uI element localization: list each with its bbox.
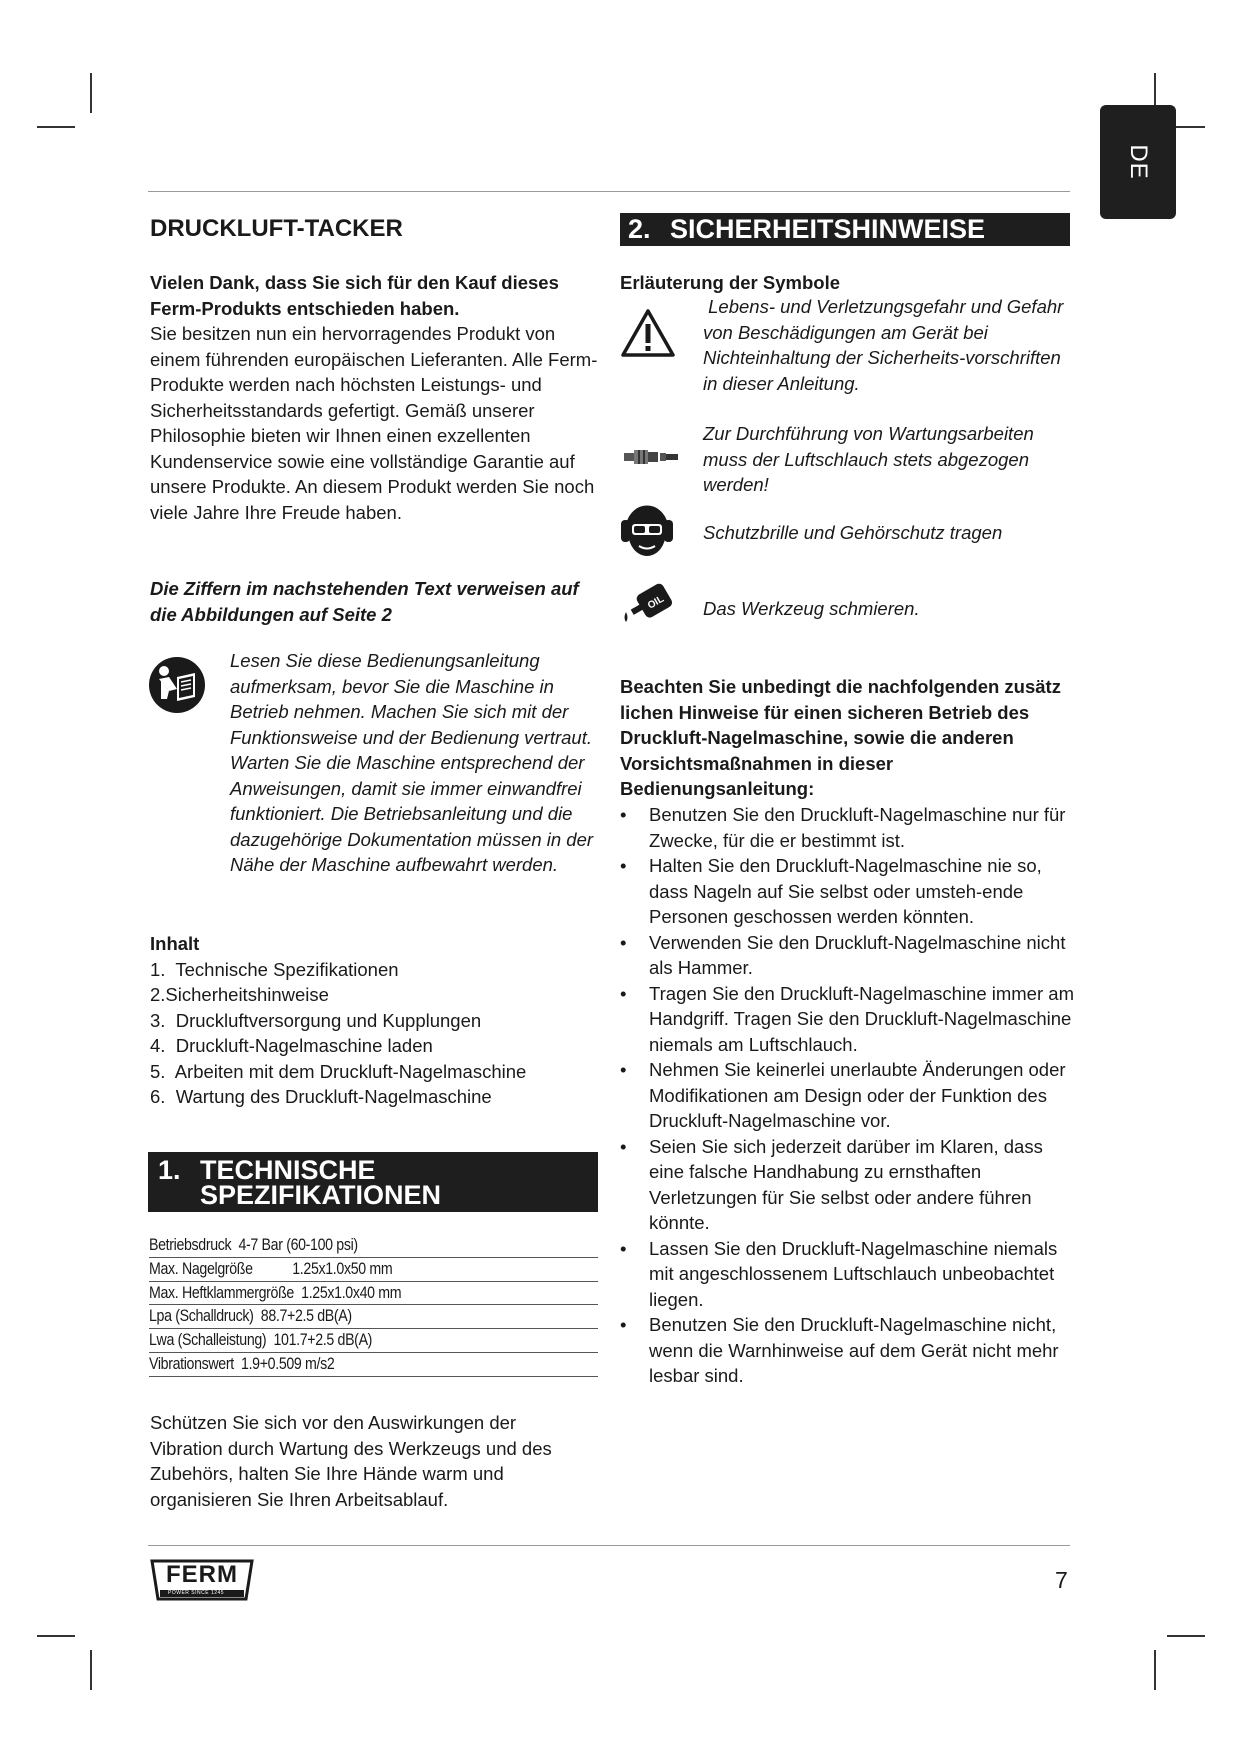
symbols-heading: Erläuterung der Symbole <box>620 272 840 293</box>
spec-row: Max. Heftklammergröße 1.25x1.0x40 mm <box>149 1282 598 1306</box>
intro-thanks: Vielen Dank, dass Sie sich für den Kauf dieses Ferm-Produkts entschieden haben. <box>150 272 559 319</box>
safety-bullet: • Tragen Sie den Druckluft-Nagelmaschine immer am Handgriff. Tragen Sie den Druckluft-Nagelmaschine niemals am Luftschlauch. <box>620 981 1075 1058</box>
safety-bullet: • Benutzen Sie den Druckluft-Nagelmaschine nicht, wenn die Warnhinweise auf dem Gerät nicht mehr lesbar sind. <box>620 1312 1075 1389</box>
symbol-text: Schutzbrille und Gehörschutz tragen <box>703 522 1003 543</box>
read-manual-icon <box>147 655 207 715</box>
manual-note: Lesen Sie diese Bedienungsanleitung aufmerksam, bevor Sie die Maschine in Betrieb nehmen. Machen Sie sich mit der Funktionsweise und der Bedienung vertraut. Warten Sie die Maschine entsprechend der Anweisungen, damit sie immer einwandfrei funktioniert. Die Betriebsanleitung und die dazugehörige Dokumentation müssen in der Nähe der Maschine aufbewahrt werden. <box>230 650 594 875</box>
spec-row: Vibrationswert 1.9+0.509 m/s2 <box>149 1353 598 1377</box>
section-1-title: TECHNISCHE SPEZIFIKATIONEN <box>200 1155 442 1210</box>
safety-bullet: • Seien Sie sich jederzeit darüber im Klaren, dass eine falsche Handhabung zu ernsthaften Verletzungen für Sie selbst oder andere führen könnte. <box>620 1134 1075 1236</box>
contents-item: 6. Wartung des Druckluft-Nagelmaschine <box>150 1086 492 1107</box>
safety-bullet: • Verwenden Sie den Druckluft-Nagelmaschine nicht als Hammer. <box>620 930 1075 981</box>
bottom-rule <box>148 1545 1070 1546</box>
safety-bullet: • Halten Sie den Druckluft-Nagelmaschine nie so, dass Nageln auf Sie selbst oder umsteh-ende Personen geschossen werden könnten. <box>620 853 1075 930</box>
oil-can-icon <box>620 580 678 631</box>
crop-mark <box>90 73 92 113</box>
section-1-number: 1. <box>158 1155 181 1185</box>
crop-mark <box>1167 1635 1205 1637</box>
symbol-text: Zur Durchführung von Wartungsarbeiten muss der Luftschlauch stets abgezogen werden! <box>703 423 1034 495</box>
crop-mark <box>1154 1650 1156 1690</box>
crop-mark <box>37 1635 75 1637</box>
page-number: 7 <box>1055 1567 1068 1593</box>
symbol-text: Lebens- und Verletzungsgefahr und Gefahr von Beschädigungen am Gerät bei Nichteinhaltung der Sicherheits-vorschriften in dieser Anleitung. <box>703 296 1069 394</box>
svg-text:OIL: OIL <box>645 593 666 612</box>
safety-intro: Beachten Sie unbedingt die nachfolgenden zusätz lichen Hinweise für einen sicheren Betrieb des Druckluft-Nagelmaschine, sowie die anderen Vorsichtsmaßnahmen in dieser Bedienungsanleitung: <box>620 676 1061 799</box>
section-2-header <box>620 213 1070 246</box>
language-tab <box>1100 105 1176 219</box>
document-title: DRUCKLUFT-TACKER <box>150 215 403 242</box>
logo-tagline: POWER SINCE 1245 <box>168 1590 225 1596</box>
spec-table <box>149 1234 598 1377</box>
contents-item: 4. Druckluft-Nagelmaschine laden <box>150 1035 433 1056</box>
safety-bullet: • Nehmen Sie keinerlei unerlaubte Änderungen oder Modifikationen am Design oder der Funktion des Druckluft-Nagelmaschine vor. <box>620 1057 1075 1134</box>
section-2-title: SICHERHEITSHINWEISE <box>670 214 986 244</box>
section-2-number: 2. <box>628 214 651 244</box>
figure-note: Die Ziffern im nachstehenden Text verweisen auf die Abbildungen auf Seite 2 <box>150 578 579 625</box>
language-tab-label: DE <box>1125 144 1152 180</box>
spec-row: Betriebsdruck 4-7 Bar (60-100 psi) <box>149 1234 598 1258</box>
safety-bullet: • Lassen Sie den Druckluft-Nagelmaschine niemals mit angeschlossenem Luftschlauch unbeobachtet liegen. <box>620 1236 1075 1313</box>
logo-brand: FERM <box>166 1561 238 1588</box>
safety-list <box>620 802 1075 1389</box>
contents-item: 2.Sicherheitshinweise <box>150 984 329 1005</box>
contents-item: 5. Arbeiten mit dem Druckluft-Nagelmaschine <box>150 1060 527 1082</box>
crop-mark <box>37 126 75 128</box>
spec-row: Max. Nagelgröße 1.25x1.0x50 mm <box>149 1258 598 1282</box>
ferm-logo <box>148 1557 256 1603</box>
contents-item: 3. Druckluftversorgung und Kupplungen <box>150 1009 482 1031</box>
intro-body: Sie besitzen nun ein hervorragendes Produkt von einem führenden europäischen Lieferanten. Alle Ferm-Produkte werden nach höchsten Leistungs- und Sicherheitsstandards gefertigt. Gemäß unserer Philosophie bieten wir Ihnen einen exzellenten Kundenservice sowie eine vollständige Garantie auf unsere Produkte. An diesem Produkt werden Sie noch viele Jahre Ihre Freude haben. <box>150 323 598 523</box>
crop-mark <box>90 1650 92 1690</box>
spec-row: Lwa (Schalleistung) 101.7+2.5 dB(A) <box>149 1329 598 1353</box>
table-of-contents <box>150 931 526 1110</box>
top-rule <box>148 191 1070 192</box>
goggles-earmuffs-icon <box>620 500 674 565</box>
safety-bullet: • Benutzen Sie den Druckluft-Nagelmaschine nur für Zwecke, für die er bestimmt ist. <box>620 802 1075 853</box>
intro-block <box>150 270 605 525</box>
air-hose-icon <box>622 446 680 473</box>
contents-heading: Inhalt <box>150 933 200 954</box>
symbol-text: Das Werkzeug schmieren. <box>703 598 920 619</box>
contents-item: 1. Technische Spezifikationen <box>150 958 399 980</box>
spec-row: Lpa (Schalldruck) 88.7+2.5 dB(A) <box>149 1305 598 1329</box>
vibration-note: Schützen Sie sich vor den Auswirkungen der Vibration durch Wartung des Werkzeugs und des Zubehörs, halten Sie Ihre Hände warm und organisieren Sie Ihren Arbeitsablauf. <box>150 1412 552 1510</box>
warning-triangle-icon <box>620 308 676 363</box>
section-1-header <box>148 1152 598 1212</box>
